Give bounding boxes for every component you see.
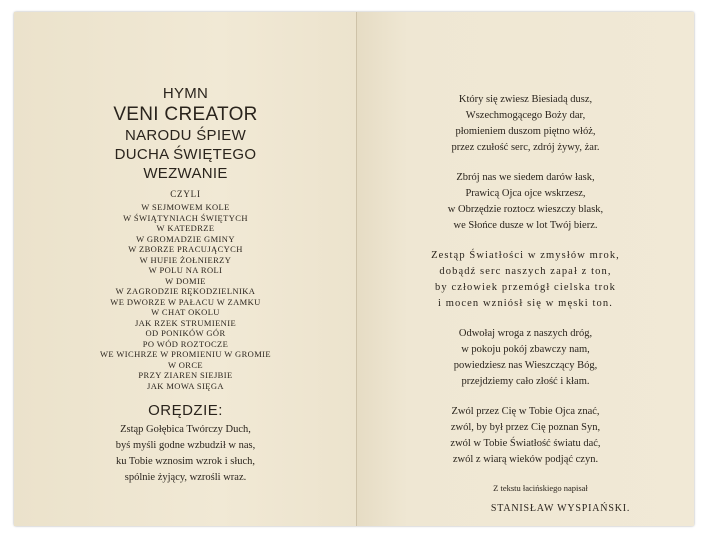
oredzie-heading: ORĘDZIE:	[148, 402, 223, 419]
title-line-wezwanie: WEZWANIE	[143, 165, 228, 182]
place-item: OD PONIKÓW GÓR	[145, 328, 226, 338]
verse-line: dobądź serc naszych zapał z ton,	[439, 266, 612, 277]
title-line-ducha-swietego: DUCHA ŚWIĘTEGO	[114, 146, 257, 163]
verse-line: Zestąp Światłości w zmysłów mrok,	[431, 250, 620, 261]
verse-line: Wszechmogącego Boży dar,	[465, 110, 586, 121]
verse-line: zwól w Tobie Światłość światu dać,	[450, 438, 601, 449]
author-name: STANISŁAW WYSPIAŃSKI.	[490, 503, 631, 514]
verse-line: we Słońce dusze w lot Twój bierz.	[453, 220, 598, 231]
booklet-spread	[14, 12, 694, 526]
right-page	[357, 12, 694, 526]
left-page	[14, 12, 357, 526]
verse-line: przejdziemy cało złość i kłam.	[461, 376, 590, 387]
place-item: WE DWORZE W PAŁACU W ZAMKU	[110, 296, 261, 307]
stanza-2	[357, 170, 694, 234]
verse-line: Prawicą Ojca ojce wskrzesz,	[465, 188, 586, 199]
title-line-narodu-spiew: NARODU ŚPIEW	[124, 127, 247, 144]
place-item: PO WÓD ROZTOCZE	[142, 338, 229, 349]
verse-line: Który się zwiesz Biesiadą dusz,	[458, 94, 593, 105]
verse-line: by człowiek przemógł cielska trok	[435, 282, 616, 293]
title-line-hymn: HYMN	[162, 85, 209, 102]
place-item: W CHAT OKOLU	[151, 307, 220, 317]
verse-line: w Obrzędzie roztocz wieszczy blask,	[447, 204, 604, 215]
place-item: WE WICHRZE W PROMIENIU W GROMIE	[100, 349, 271, 359]
place-item: W ŚWIĄTYNIACH ŚWIĘTYCH	[123, 212, 248, 223]
place-item: W KATEDRZE	[156, 223, 215, 233]
verse-line: spólnie żyjący, wzrośli wraz.	[124, 472, 247, 483]
stanza-1	[357, 92, 694, 156]
oredzie-stanza	[14, 422, 357, 486]
verse-line: Zbrój nas we siedem darów łask,	[456, 172, 595, 183]
place-item: W GROMADZIE GMINY	[136, 233, 235, 244]
place-item: W ZAGRODZIE RĘKODZIELNIKA	[115, 286, 256, 296]
verse-line: zwól z wiarą wieków podjąć czyn.	[452, 454, 599, 465]
stanza-5	[357, 404, 694, 468]
place-item: W DOMIE	[165, 275, 206, 286]
place-item: W ORCE	[167, 359, 204, 370]
verse-line: Zwól przez Cię w Tobie Ojca znać,	[451, 406, 600, 417]
stanza-4	[357, 326, 694, 390]
verse-line: zwól, by był przez Cię poznan Syn,	[450, 422, 601, 433]
title-line-veni-creator: VENI CREATOR	[113, 104, 258, 125]
places-list	[14, 202, 357, 391]
place-item: W ZBORZE PRACUJĄCYCH	[128, 244, 243, 254]
verse-line: byś myśli godne wzbudził w nas,	[115, 440, 256, 451]
place-item: JAK MOWA SIĘGA	[147, 380, 224, 391]
attribution-note: Z tekstu łacińskiego napisał	[493, 483, 588, 493]
verse-line: i mocen wzniósł się w męski ton.	[438, 298, 613, 309]
verse-line: w pokoju pokój zbawczy nam,	[461, 344, 590, 355]
place-item: W POLU NA ROLI	[148, 265, 223, 275]
place-item: W HUFIE ŻOŁNIERZY	[139, 254, 232, 265]
verse-line: ku Tobie wznosim wzrok i słuch,	[115, 456, 256, 467]
place-item: W SEJMOWEM KOLE	[141, 202, 230, 212]
hymn-title-block	[14, 84, 357, 486]
hymn-stanzas	[357, 92, 694, 518]
verse-line: płomieniem duszom piętno włóż,	[455, 126, 596, 137]
place-item: PRZY ZIAREN SIEJBIE	[138, 370, 233, 380]
stanza-3	[357, 248, 694, 312]
place-item: JAK RZEK STRUMIENIE	[134, 317, 237, 328]
czyli-label: CZYLI	[170, 189, 201, 199]
verse-line: powiedziesz nas Wieszczący Bóg,	[453, 360, 598, 371]
verse-line: Odwołaj wroga z naszych dróg,	[458, 328, 593, 339]
verse-line: przez czułość serc, zdrój żywy, żar.	[451, 142, 600, 153]
verse-line: Zstąp Gołębica Twórczy Duch,	[120, 424, 251, 435]
